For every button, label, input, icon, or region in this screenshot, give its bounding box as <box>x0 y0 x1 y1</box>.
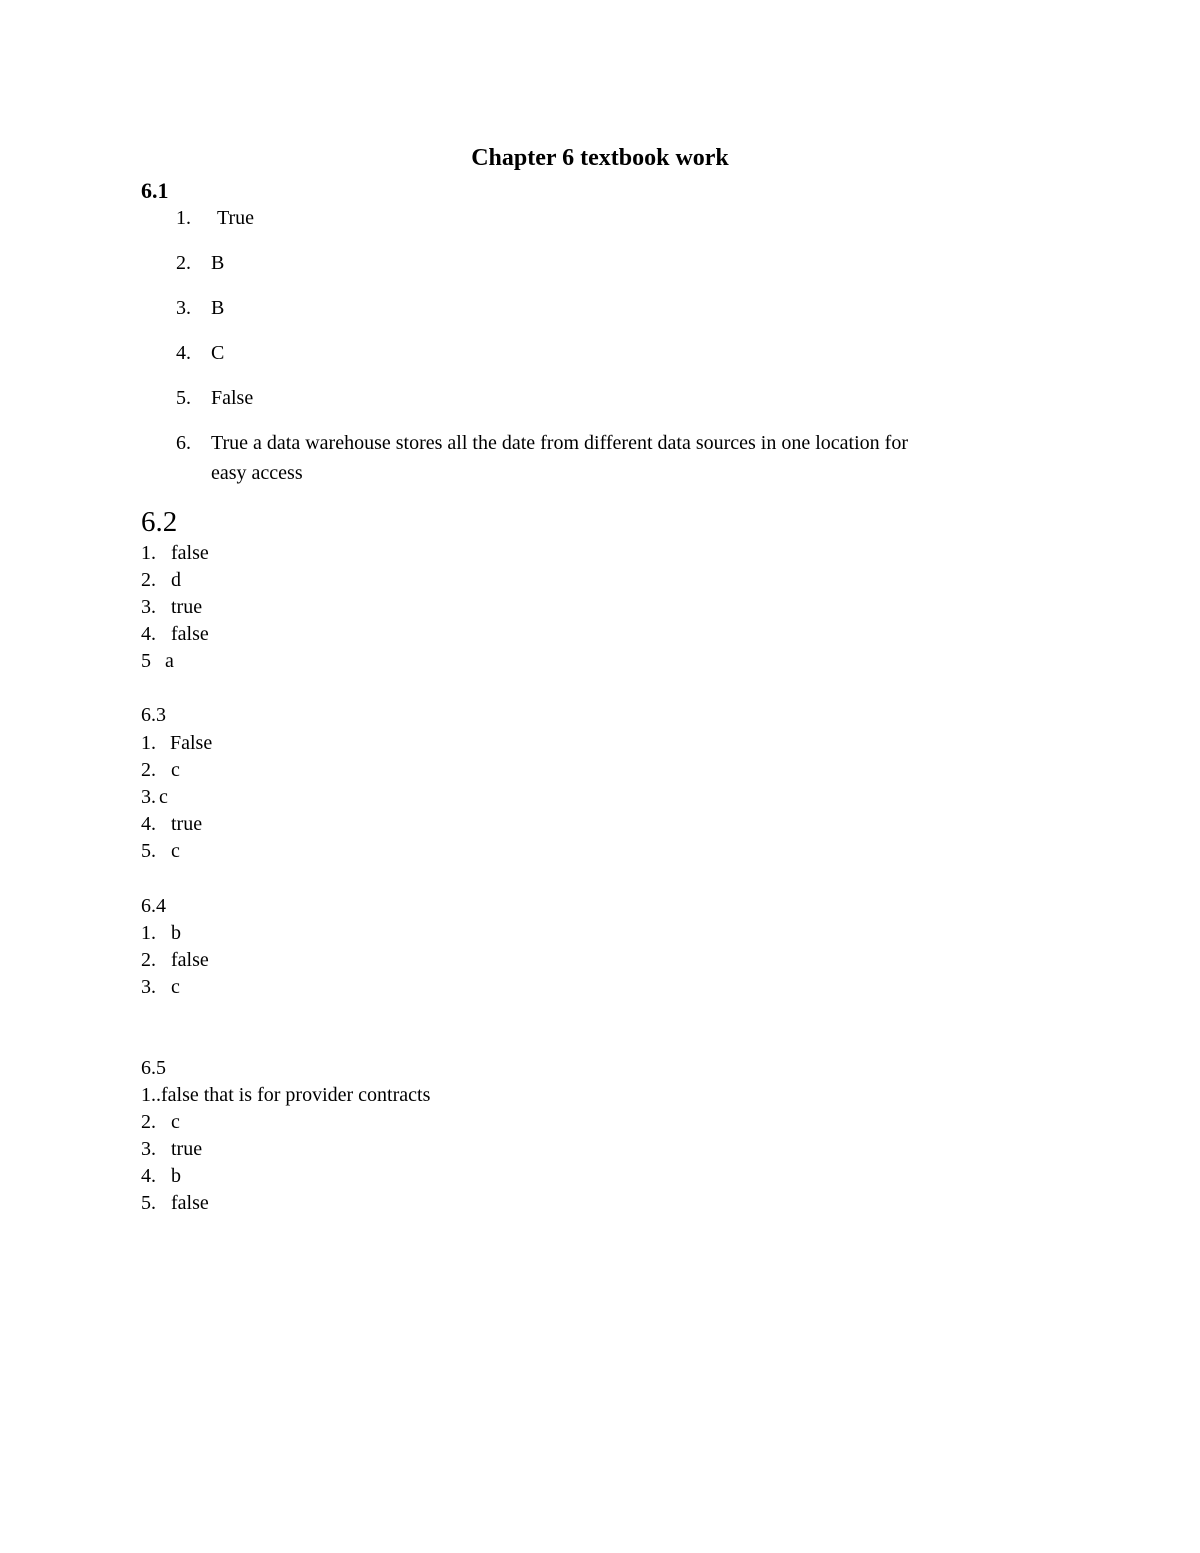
item-answer: B <box>211 297 225 319</box>
item-number: 4. <box>176 342 191 364</box>
item-number: 3. <box>141 786 156 808</box>
item-number: 4. <box>141 623 156 645</box>
item-answer: False <box>170 732 213 754</box>
item-answer: True <box>217 207 255 229</box>
item-number: 1. <box>141 1084 156 1106</box>
item-number: 2. <box>141 569 156 591</box>
item-answer: c <box>159 786 168 808</box>
item-answer: c <box>171 840 180 862</box>
item-number: 2. <box>141 949 156 971</box>
item-number: 5. <box>176 387 191 409</box>
item-answer: a <box>165 650 174 672</box>
item-answer: False <box>211 387 254 409</box>
section-heading-6-3: 6.3 <box>141 704 166 726</box>
item-number: 2. <box>176 252 191 274</box>
item-answer: .false that is for provider contracts <box>156 1084 431 1106</box>
item-number: 5. <box>141 1192 156 1214</box>
item-answer: true <box>171 596 203 618</box>
section-heading-6-5: 6.5 <box>141 1057 166 1079</box>
item-number: 1. <box>141 542 156 564</box>
item-number: 1. <box>176 207 191 229</box>
item-answer: b <box>171 922 181 944</box>
item-number: 2. <box>141 759 156 781</box>
item-number: 4. <box>141 813 156 835</box>
item-number: 3. <box>176 297 191 319</box>
item-answer: True a data warehouse stores all the date from different data sources in one location for <box>211 432 908 454</box>
item-number: 4. <box>141 1165 156 1187</box>
item-number: 6. <box>176 432 191 454</box>
item-answer: false <box>171 1192 209 1214</box>
item-answer: d <box>171 569 181 591</box>
item-number: 5 <box>141 650 151 672</box>
item-answer: true <box>171 813 203 835</box>
item-number: 2. <box>141 1111 156 1133</box>
section-heading-6-1: 6.1 <box>141 178 169 203</box>
section-heading-6-4: 6.4 <box>141 895 166 917</box>
item-number: 1. <box>141 922 156 944</box>
item-answer: c <box>171 759 180 781</box>
item-answer-continuation: easy access <box>211 462 303 484</box>
item-number: 3. <box>141 596 156 618</box>
item-answer: C <box>211 342 225 364</box>
item-answer: false <box>171 623 209 645</box>
item-answer: false <box>171 542 209 564</box>
item-answer: false <box>171 949 209 971</box>
item-number: 5. <box>141 840 156 862</box>
item-number: 3. <box>141 1138 156 1160</box>
item-number: 1. <box>141 732 156 754</box>
item-answer: c <box>171 976 180 998</box>
section-heading-6-2: 6.2 <box>141 506 178 538</box>
item-number: 3. <box>141 976 156 998</box>
item-answer: B <box>211 252 225 274</box>
document-title: Chapter 6 textbook work <box>471 145 729 171</box>
item-answer: b <box>171 1165 181 1187</box>
item-answer: c <box>171 1111 180 1133</box>
item-answer: true <box>171 1138 203 1160</box>
